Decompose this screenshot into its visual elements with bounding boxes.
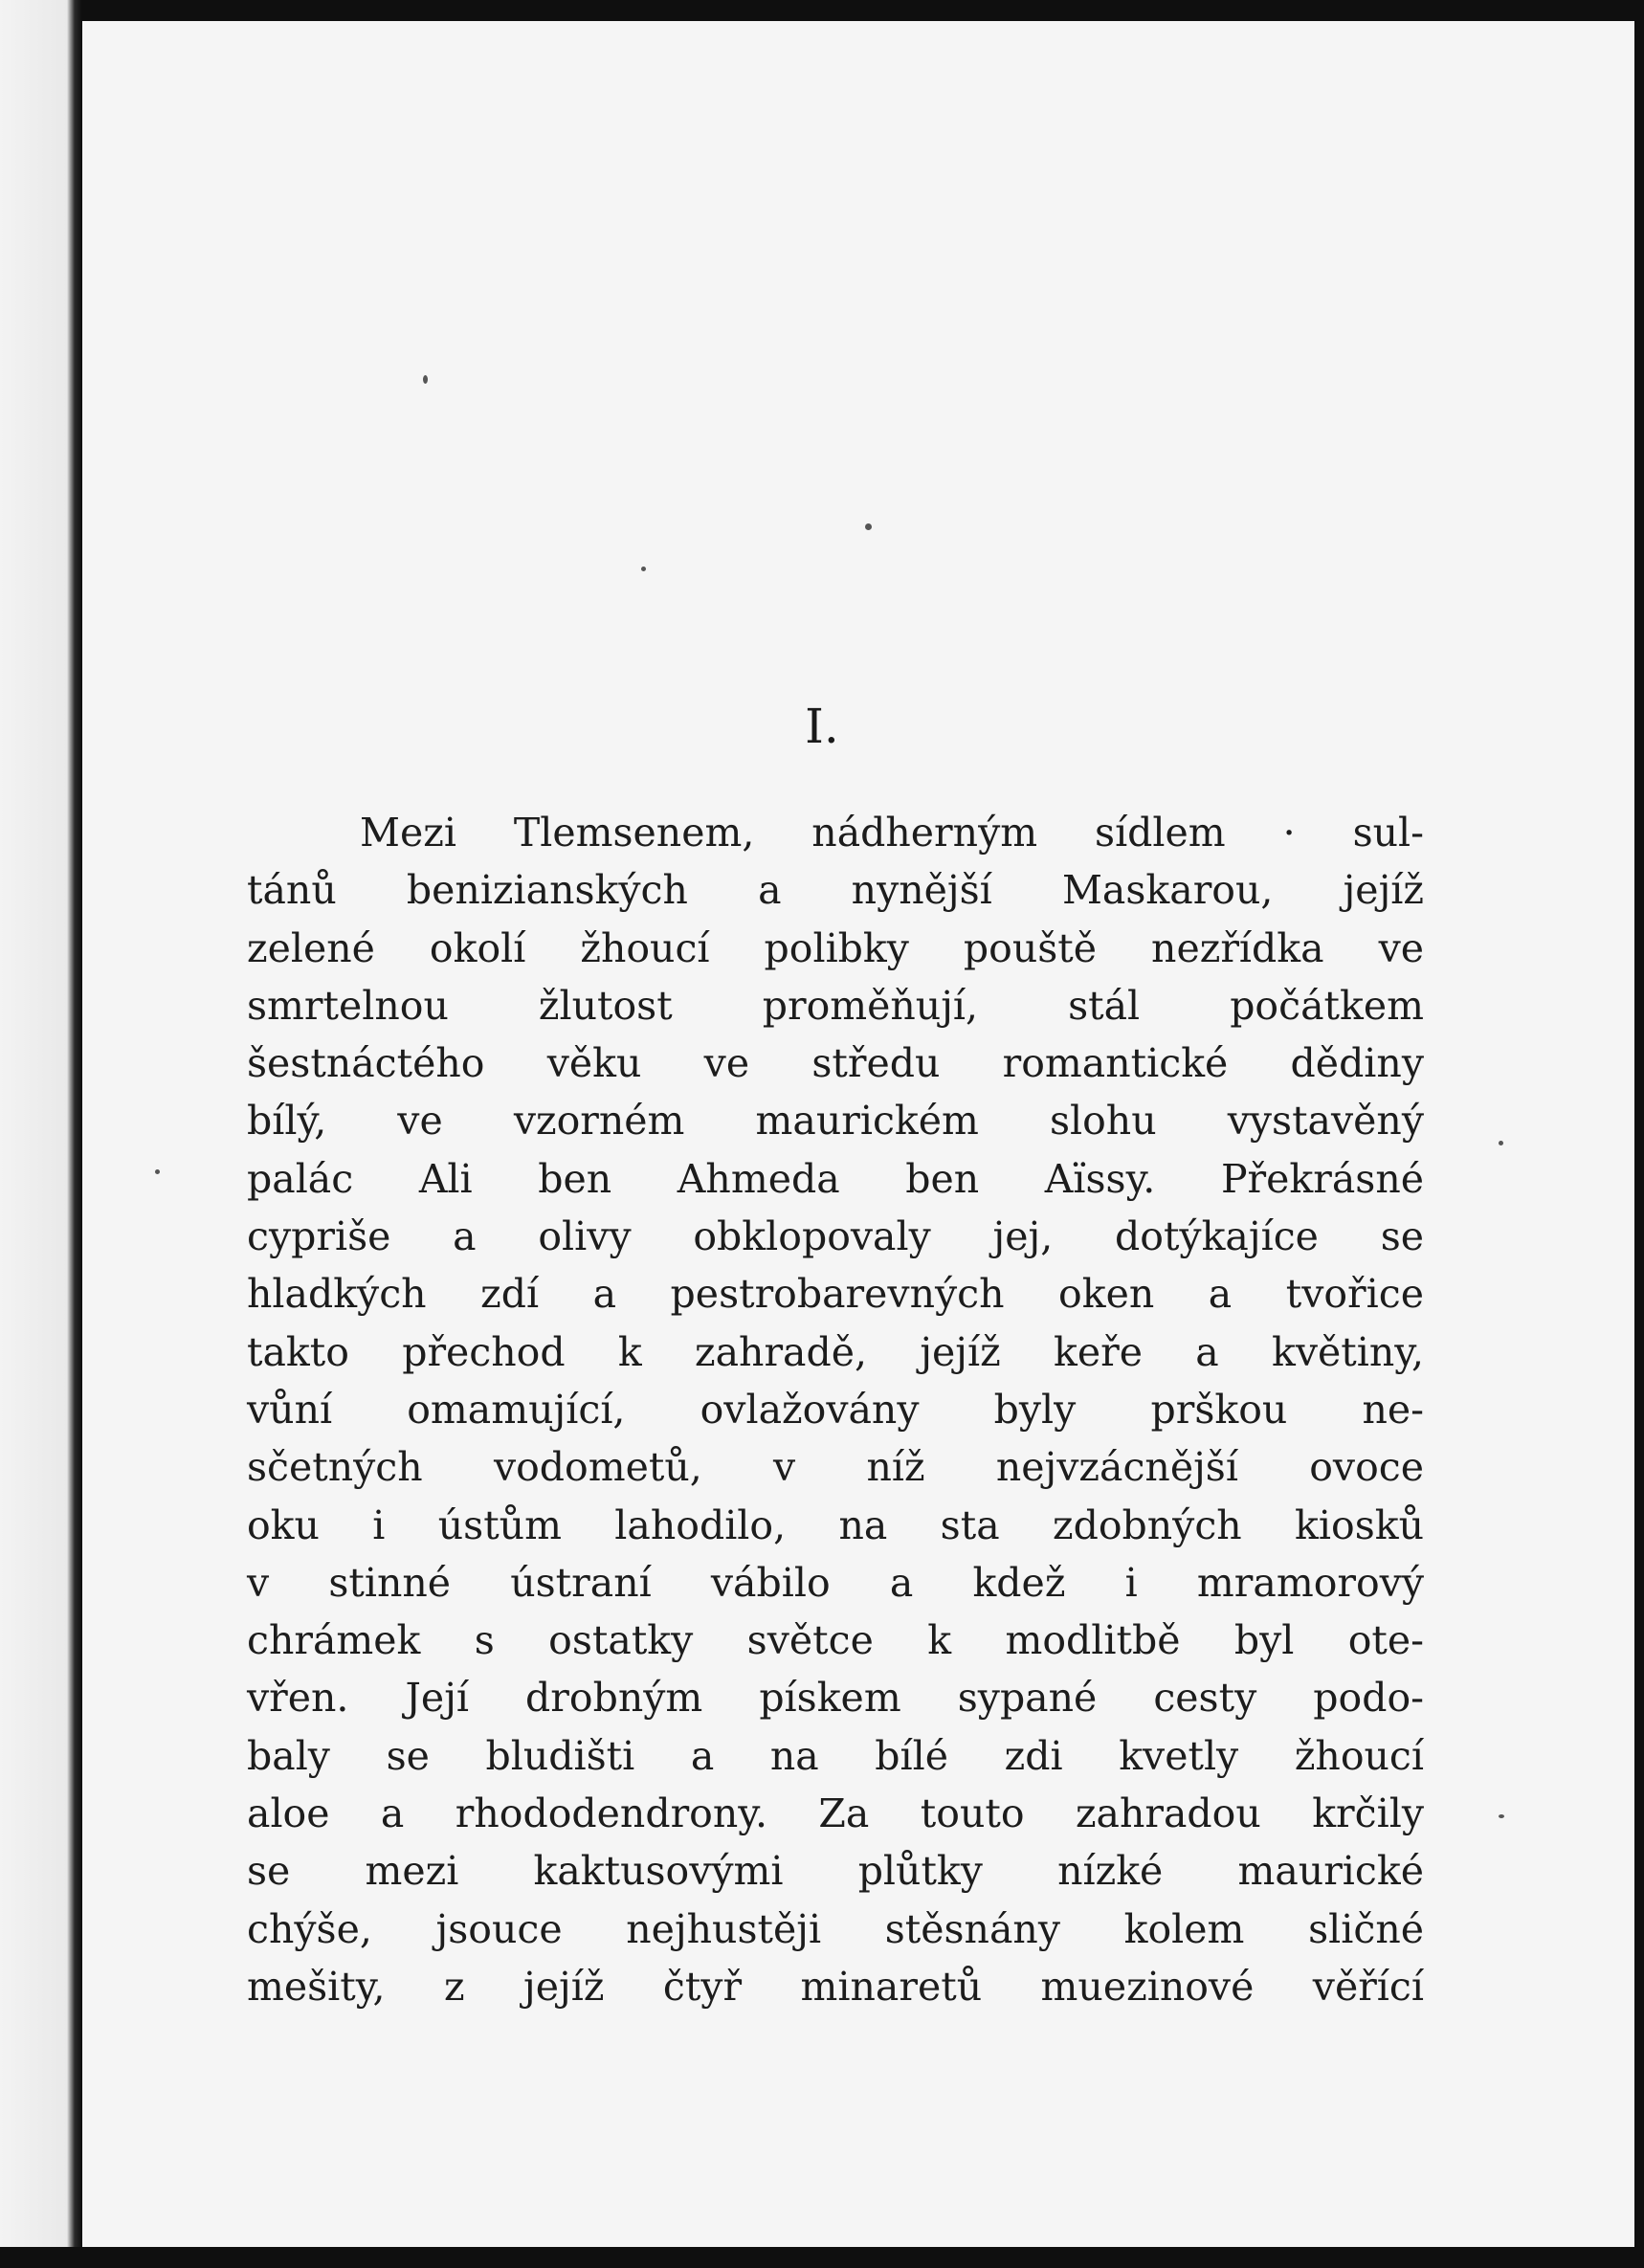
text-line: zelené okolí žhoucí polibky pouště nezřídka ve <box>247 924 1424 971</box>
dust-speck <box>1499 1141 1503 1145</box>
text-line: hladkých zdí a pestrobarevných oken a tvořice <box>247 1271 1424 1318</box>
chapter-number: I. <box>805 699 839 754</box>
text-line: palác Ali ben Ahmeda ben Aïssy. Překrásné <box>247 1155 1424 1202</box>
binding-margin <box>0 0 82 2268</box>
text-line: tánů benizianských a nynější Maskarou, jejíž <box>247 867 1424 914</box>
text-line: Mezi Tlemsenem, nádherným sídlem · sul- <box>360 810 1424 856</box>
text-line: takto přechod k zahradě, jejíž keře a květiny, <box>247 1328 1424 1375</box>
text-line: cypriše a olivy obklopovaly jej, dotýkajíce se <box>247 1213 1424 1260</box>
text-line: sčetných vodometů, v níž nejvzácnější ovoce <box>247 1444 1424 1491</box>
dust-speck <box>865 523 872 530</box>
top-scan-edge <box>0 0 1644 21</box>
text-line: vřen. Její drobným pískem sypané cesty podo- <box>247 1675 1424 1722</box>
chapter-paragraph <box>247 804 1424 2015</box>
text-line: vůní omamující, ovlažovány byly prškou ne- <box>247 1386 1424 1433</box>
text-line: se mezi kaktusovými plůtky nízké maurické <box>247 1848 1424 1895</box>
text-line: v stinné ústraní vábilo a kdež i mramorový <box>247 1559 1424 1606</box>
dust-speck <box>1499 1814 1504 1818</box>
text-line: chrámek s ostatky světce k modlitbě byl ote- <box>247 1617 1424 1664</box>
text-line: baly se bludišti a na bílé zdi kvetly žhoucí <box>247 1732 1424 1779</box>
text-line: bílý, ve vzorném maurickém slohu vystavěný <box>247 1098 1424 1145</box>
text-line: smrtelnou žlutost proměňují, stál počátkem <box>247 982 1424 1029</box>
text-line: šestnáctého věku ve středu romantické dědiny <box>247 1040 1424 1087</box>
text-line: mešity, z jejíž čtyř minaretů muezinové věřící <box>247 1963 1424 2010</box>
dust-speck <box>155 1169 160 1174</box>
right-scan-edge <box>1634 0 1644 2268</box>
text-line: aloe a rhododendrony. Za touto zahradou krčily <box>247 1790 1424 1837</box>
text-line: chýše, jsouce nejhustěji stěsnány kolem sličné <box>247 1905 1424 1952</box>
dust-speck <box>423 375 428 384</box>
text-line: oku i ústům lahodilo, na sta zdobných kiosků <box>247 1501 1424 1548</box>
bottom-scan-edge <box>0 2247 1644 2268</box>
dust-speck <box>641 567 646 571</box>
